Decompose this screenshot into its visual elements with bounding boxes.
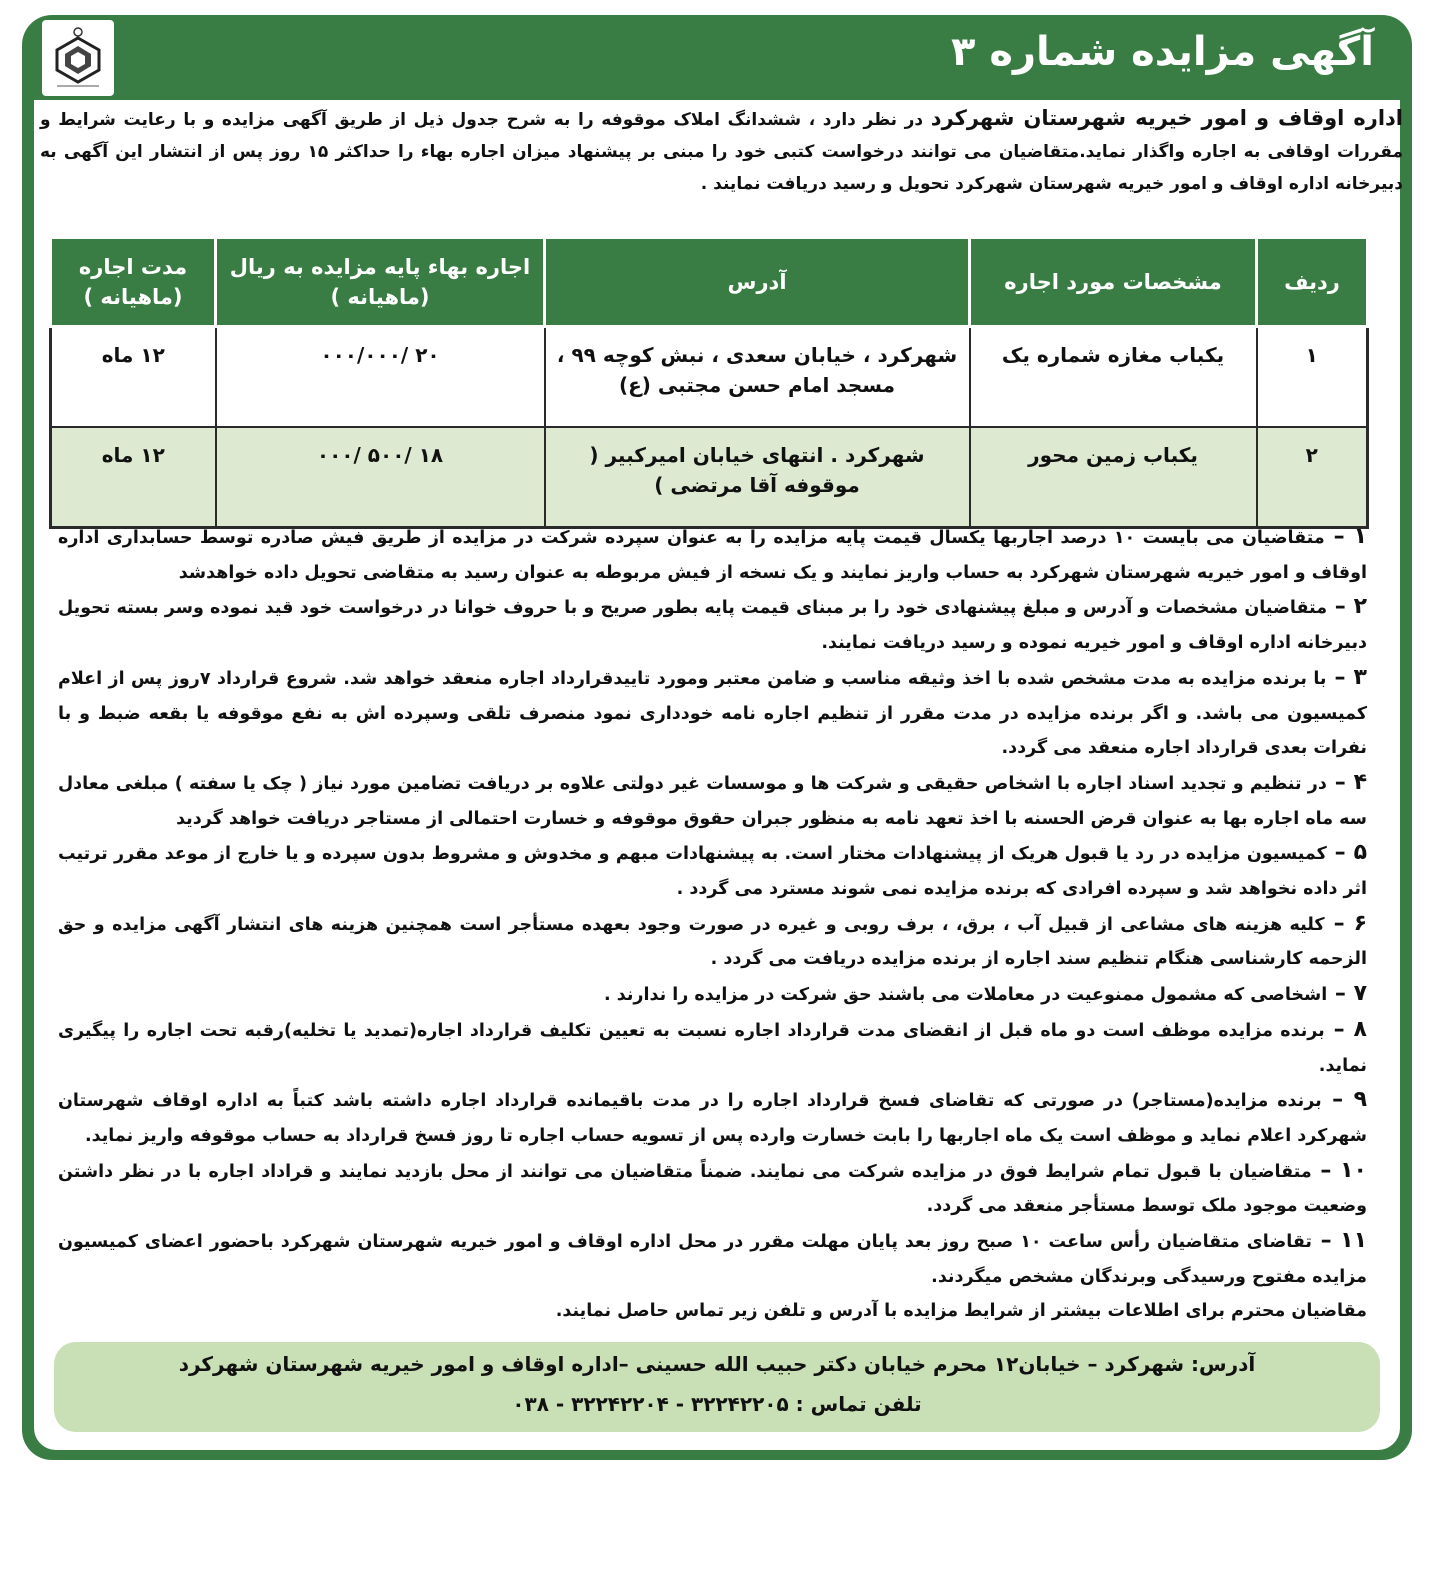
- clause-text: در تنظیم و تجدید اسناد اجاره با اشخاص حقیقی و شرکت ها و موسسات غیر دولتی علاوه بر دریافت تضامین مورد نیاز ( چک یا سفته ) مبلغی معادل سه ماه اجاره بها به عنوان قرض الحسنه با اخذ تعهد نامه به منظور جبران حقوق موقوفه و خسارت احتمالی از مستاجر دریافت خواهد گردید: [58, 773, 1367, 829]
- cell-base-rent: ۲۰ /۰۰۰/۰۰۰: [216, 327, 545, 428]
- clause-number: ۸: [1353, 1016, 1367, 1042]
- clause-item: ۵ – کمیسیون مزایده در رد یا قبول هریک از پیشنهادات مختار است. به پیشنهادات مبهم و مخدوش و مشروط بدون سپرده و یا خارج از موعد مقرر ترتیب اثر داده نخواهد شد و سپرده افرادی که برنده مزایده نمی شوند مسترد می گردد .: [58, 840, 1367, 900]
- clause-number: ۷: [1353, 981, 1367, 1007]
- cell-address: شهرکرد ، خیابان سعدی ، نبش کوچه ۹۹ ، مسجد امام حسن مجتبی (ع): [545, 327, 970, 428]
- clause-item: ۷ – اشخاصی که مشمول ممنوعیت در معاملات می باشند حق شرکت در مزایده را ندارند .: [603, 981, 1367, 1007]
- header-base-rent: اجاره بهاء پایه مزایده به ریال (ماهیانه ): [216, 238, 545, 327]
- intro-paragraph: [40, 102, 1403, 200]
- clause-text: متقاضیان مشخصات و آدرس و مبلغ پیشنهادی خود را بر مبنای قیمت پایه بطور صریح و با حروف خوانا در درخواست خود قید نموده وسر بسته تحویل دبیرخانه اداره اوقاف و امور خیریه نموده و رسید دریافت نمایند.: [58, 598, 1367, 654]
- intro-text: در نظر دارد ، ششدانگ املاک موقوفه را به شرح جدول ذیل از طریق آگهی مزایده و با رعایت شرایط و مقررات اوقافی به اجاره واگذار نماید.متقاضیان می توانند درخواست کتبی خود را مبنی بر پیشنهاد میزان اجاره بهاء را حداکثر ۱۵ روز پس از انتشار این آگهی به دبیرخانه اداره اوقاف و امور خیریه شهرستان شهرکرد تحویل و رسید دریافت نمایند .: [40, 110, 1403, 194]
- clause-number: ۵: [1353, 840, 1367, 866]
- notice-title: آگهی مزایده شماره ۳: [951, 29, 1374, 75]
- header-row-number: ردیف: [1257, 238, 1368, 327]
- header-address: آدرس: [545, 238, 970, 327]
- clause-item: ۲ – متقاضیان مشخصات و آدرس و مبلغ پیشنهادی خود را بر مبنای قیمت پایه بطور صریح و با حروف خوانا در درخواست خود قید نموده وسر بسته تحویل دبیرخانه اداره اوقاف و امور خیریه نموده و رسید دریافت نمایند.: [58, 594, 1367, 654]
- lease-table: [49, 236, 1369, 529]
- closing-note: مقاضیان محترم برای اطلاعات بیشتر از شرایط مزایده با آدرس و تلفن زیر تماس حاصل نمایند.: [555, 1301, 1367, 1322]
- awqaf-emblem-icon: [42, 20, 114, 96]
- clause-number: ۲: [1353, 594, 1367, 620]
- cell-row-number: ۲: [1257, 427, 1368, 528]
- contact-footer: [54, 1342, 1380, 1432]
- clause-item: ۱۰ – متقاضیان با قبول تمام شرایط فوق در مزایده شرکت می نمایند. ضمناً متقاضیان می توانند از محل بازدید نمایند و قراداد اجاره با در نظر داشتن وضعیت موجود ملک توسط مستأجر منعقد می گردد.: [58, 1157, 1367, 1217]
- table-row: [51, 427, 1368, 528]
- clause-number: ۳: [1353, 664, 1367, 690]
- clause-number: ۱: [1353, 524, 1367, 549]
- clauses-list: [58, 520, 1367, 1329]
- header-lease-duration: مدت اجاره (ماهیانه ): [51, 238, 216, 327]
- organization-name: اداره اوقاف و امور خیریه شهرستان شهرکرد: [930, 106, 1404, 130]
- clause-text: متقاضیان با قبول تمام شرایط فوق در مزایده شرکت می نمایند. ضمناً متقاضیان می توانند از محل بازدید نمایند و قراداد اجاره با در نظر داشتن وضعیت موجود ملک توسط مستأجر منعقد می گردد.: [58, 1161, 1367, 1217]
- footer-phone: تلفن تماس : ۳۲۲۴۲۲۰۵ - ۳۲۲۴۲۲۰۴ - ۰۳۸: [512, 1392, 922, 1416]
- cell-property-spec: یکباب زمین محور: [970, 427, 1257, 528]
- cell-base-rent: ۱۸ /۵۰۰ /۰۰۰: [216, 427, 545, 528]
- clause-number: ۶: [1353, 910, 1367, 936]
- clause-text: برنده مزایده موظف است دو ماه قبل از انقضای مدت قرارداد اجاره نسبت به تعیین تکلیف قرارداد اجاره(تمدید یا تخلیه)رقبه تحت اجاره را پیگیری نماید.: [58, 1020, 1367, 1076]
- clause-item: ۶ – کلیه هزینه های مشاعی از قبیل آب ، برق، ، برف روبی و غیره در صورت وجود بعهده مستأجر است همچنین هزینه های انتشار آگهی مزایده و حق الزحمه کارشناسی هنگام تنظیم سند اجاره از برنده مزایده دریافت می گردد .: [58, 910, 1367, 970]
- cell-address: شهرکرد . انتهای خیابان امیرکبیر ( موقوفه آقا مرتضی ): [545, 427, 970, 528]
- cell-lease-duration: ۱۲ ماه: [51, 327, 216, 428]
- clause-text: تقاضای متقاضیان رأس ساعت ۱۰ صبح روز بعد پایان مهلت مقرر در محل اداره اوقاف و امور خیریه شهرستان شهرکرد باحضور اعضای کمیسیون مزایده مفتوح ورسیدگی وبرندگان مشخص میگردند.: [58, 1232, 1367, 1287]
- clause-item: ۴ – در تنظیم و تجدید اسناد اجاره با اشخاص حقیقی و شرکت ها و موسسات غیر دولتی علاوه بر دریافت تضامین مورد نیاز ( چک یا سفته ) مبلغی معادل سه ماه اجاره بها به عنوان قرض الحسنه با اخذ تعهد نامه به منظور جبران حقوق موقوفه و خسارت احتمالی از مستاجر دریافت خواهد گردید: [58, 769, 1367, 829]
- clause-text: کلیه هزینه های مشاعی از قبیل آب ، برق، ، برف روبی و غیره در صورت وجود بعهده مستأجر است همچنین هزینه های انتشار آگهی مزایده و حق الزحمه کارشناسی هنگام تنظیم سند اجاره از برنده مزایده دریافت می گردد .: [58, 914, 1367, 970]
- clause-number: ۱۰: [1340, 1157, 1367, 1183]
- table-row: [51, 327, 1368, 428]
- clause-item: ۹ – برنده مزایده(مستاجر) در صورتی که تقاضای فسخ قرارداد اجاره را در مدت باقیمانده قرارداد اجاره داشته باشد کتباً به اداره اوقاف شهرستان شهرکرد اعلام نماید و موظف است یک ماه اجاربها را بابت خسارت وارده پس از تسویه حساب اجاره تا روز فسخ قرارداد به حساب موقوفه واریز نماید.: [58, 1087, 1367, 1146]
- clause-item: ۱ – متقاضیان می بایست ۱۰ درصد اجاربها یکسال قیمت پایه مزایده را به عنوان سپرده شرکت در مزایده از طریق فیش صادره توسط حسابداری اداره اوقاف و امور خیریه شهرستان شهرکرد به حساب واریز نمایند و یک نسخه از فیش مربوطه به عنوان رسید به متقاضی تحویل داده خواهدشد: [58, 524, 1367, 583]
- clause-text: متقاضیان می بایست ۱۰ درصد اجاربها یکسال قیمت پایه مزایده را به عنوان سپرده شرکت در مزایده از طریق فیش صادره توسط حسابداری اداره اوقاف و امور خیریه شهرستان شهرکرد به حساب واریز نمایند و یک نسخه از فیش مربوطه به عنوان رسید به متقاضی تحویل داده خواهدشد: [58, 528, 1367, 583]
- header-property-spec: مشخصات مورد اجاره: [970, 238, 1257, 327]
- cell-property-spec: یکباب مغازه شماره یک: [970, 327, 1257, 428]
- footer-address: آدرس: شهرکرد – خیابان۱۲ محرم خیابان دکتر حبیب الله حسینی –اداره اوقاف و امور خیریه شهرستان شهرکرد: [178, 1352, 1256, 1376]
- clause-text: با برنده مزایده به مدت مشخص شده با اخذ وثیقه مناسب و ضامن معتبر ومورد تاییدقرارداد اجاره منعقد خواهد شد. شروع قرارداد ۷روز پس از اعلام کمیسیون می باشد. و اگر برنده مزایده در مدت مقرر از تنظیم اجاره نامه خودداری نمود منصرف تلقی وسپرده اش به نفع موقوفه یا بقعه ضبط و با نفرات بعدی قرارداد اجاره منعقد می گردد.: [58, 668, 1367, 759]
- clause-text: اشخاصی که مشمول ممنوعیت در معاملات می باشند حق شرکت در مزایده را ندارند .: [603, 985, 1328, 1006]
- clause-number: ۹: [1353, 1087, 1367, 1113]
- clause-text: کمیسیون مزایده در رد یا قبول هریک از پیشنهادات مختار است. به پیشنهادات مبهم و مخدوش و مشروط بدون سپرده و یا خارج از موعد مقرر ترتیب اثر داده نخواهد شد و سپرده افرادی که برنده مزایده نمی شوند مسترد می گردد .: [58, 844, 1367, 900]
- clause-number: ۱۱: [1340, 1228, 1368, 1254]
- clause-item: ۸ – برنده مزایده موظف است دو ماه قبل از انقضای مدت قرارداد اجاره نسبت به تعیین تکلیف قرارداد اجاره(تمدید یا تخلیه)رقبه تحت اجاره را پیگیری نماید.: [58, 1016, 1367, 1076]
- clause-text: برنده مزایده(مستاجر) در صورتی که تقاضای فسخ قرارداد اجاره را در مدت باقیمانده قرارداد اجاره داشته باشد کتباً به اداره اوقاف شهرستان شهرکرد اعلام نماید و موظف است یک ماه اجاربها را بابت خسارت وارده پس از تسویه حساب اجاره تا روز فسخ قرارداد به حساب موقوفه واریز نماید.: [58, 1091, 1367, 1146]
- clause-item: ۳ – با برنده مزایده به مدت مشخص شده با اخذ وثیقه مناسب و ضامن معتبر ومورد تاییدقرارداد اجاره منعقد خواهد شد. شروع قرارداد ۷روز پس از اعلام کمیسیون می باشد. و اگر برنده مزایده در مدت مقرر از تنظیم اجاره نامه خودداری نمود منصرف تلقی وسپرده اش به نفع موقوفه یا بقعه ضبط و با نفرات بعدی قرارداد اجاره منعقد می گردد.: [58, 664, 1367, 759]
- clause-item: ۱۱ – تقاضای متقاضیان رأس ساعت ۱۰ صبح روز بعد پایان مهلت مقرر در محل اداره اوقاف و امور خیریه شهرستان شهرکرد باحضور اعضای کمیسیون مزایده مفتوح ورسیدگی وبرندگان مشخص میگردند.: [58, 1228, 1368, 1287]
- clause-number: ۴: [1353, 769, 1367, 795]
- cell-row-number: ۱: [1257, 327, 1368, 428]
- table-header-row: [51, 238, 1368, 327]
- cell-lease-duration: ۱۲ ماه: [51, 427, 216, 528]
